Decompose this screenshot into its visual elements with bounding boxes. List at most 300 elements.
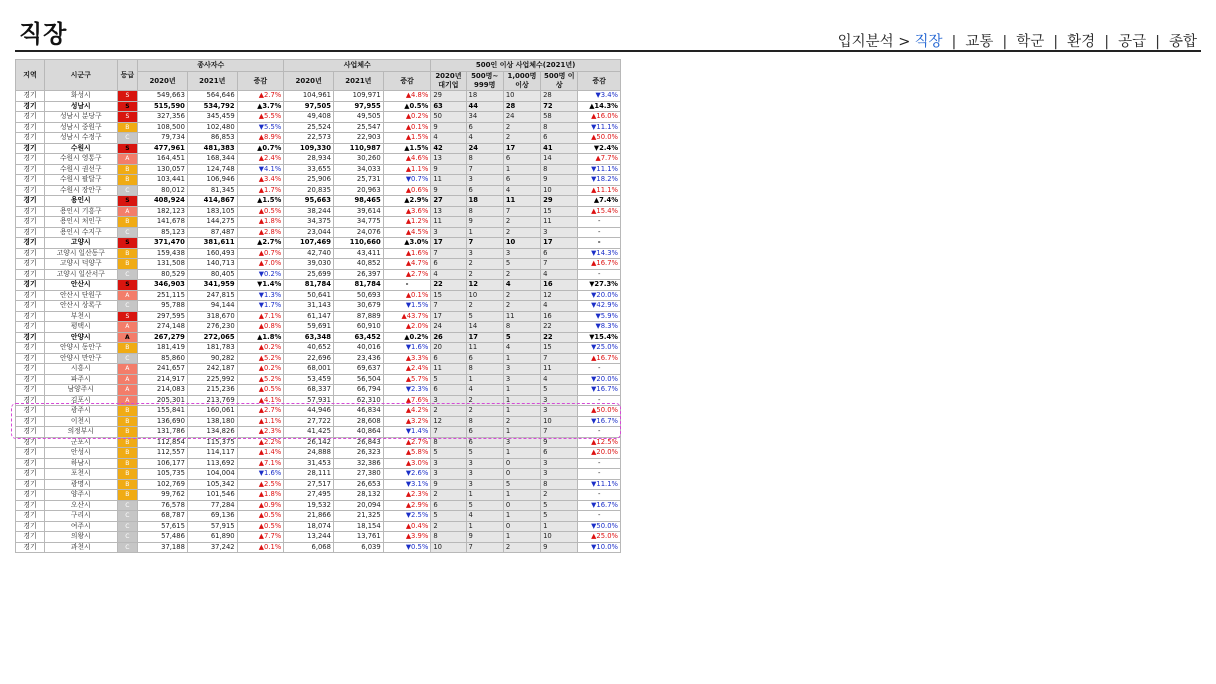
cell-large-500-999: 8 bbox=[466, 416, 503, 427]
cell-region: 경기 bbox=[16, 112, 45, 123]
cell-biz-2020: 41,425 bbox=[284, 427, 334, 438]
cell-biz-2021: 22,903 bbox=[333, 133, 383, 144]
cell-biz-2021: 40,864 bbox=[333, 427, 383, 438]
cell-region: 경기 bbox=[16, 374, 45, 385]
cell-grade: C bbox=[117, 133, 138, 144]
cell-emp-2021: 242,187 bbox=[187, 364, 237, 375]
cell-emp-change: ▲7.7% bbox=[237, 532, 284, 543]
cell-region: 경기 bbox=[16, 248, 45, 259]
cell-emp-change: ▲7.1% bbox=[237, 311, 284, 322]
cell-biz-change: ▼2.6% bbox=[383, 469, 431, 480]
cell-large-2020: 2 bbox=[431, 406, 466, 417]
nav-item[interactable]: 환경 bbox=[1067, 34, 1096, 50]
cell-large-500-999: 1 bbox=[466, 227, 503, 238]
cell-large-2020: 50 bbox=[431, 112, 466, 123]
cell-emp-2020: 76,578 bbox=[138, 500, 188, 511]
cell-biz-2021: 26,843 bbox=[333, 437, 383, 448]
cell-biz-change: ▲1.5% bbox=[383, 143, 431, 154]
cell-large-500-999: 1 bbox=[466, 374, 503, 385]
cell-large-2020: 5 bbox=[431, 374, 466, 385]
cell-city: 성남시 분당구 bbox=[45, 112, 118, 123]
cell-city: 이천시 bbox=[45, 416, 118, 427]
cell-biz-2021: 13,761 bbox=[333, 532, 383, 543]
cell-region: 경기 bbox=[16, 458, 45, 469]
cell-emp-2020: 79,734 bbox=[138, 133, 188, 144]
cell-large-500-999: 14 bbox=[466, 322, 503, 333]
cell-biz-2021: 25,547 bbox=[333, 122, 383, 133]
cell-large-500: 29 bbox=[541, 196, 578, 207]
table-row bbox=[16, 259, 621, 270]
cell-emp-2021: 104,004 bbox=[187, 469, 237, 480]
cell-city: 과천시 bbox=[45, 542, 118, 553]
table-row bbox=[16, 416, 621, 427]
cell-large-500: 15 bbox=[541, 206, 578, 217]
cell-emp-2020: 346,903 bbox=[138, 280, 188, 291]
title-divider bbox=[15, 50, 1201, 52]
cell-large-1000: 0 bbox=[503, 469, 540, 480]
cell-region: 경기 bbox=[16, 427, 45, 438]
cell-biz-change: ▲4.8% bbox=[383, 91, 431, 102]
cell-biz-2021: 43,411 bbox=[333, 248, 383, 259]
cell-biz-2021: 20,963 bbox=[333, 185, 383, 196]
cell-large-2020: 3 bbox=[431, 395, 466, 406]
cell-grade: A bbox=[117, 206, 138, 217]
cell-large-1000: 3 bbox=[503, 374, 540, 385]
cell-large-500: 8 bbox=[541, 122, 578, 133]
table-row bbox=[16, 521, 621, 532]
header-employees: 종사자수 bbox=[138, 60, 284, 72]
cell-emp-2020: 159,438 bbox=[138, 248, 188, 259]
cell-emp-change: ▲0.8% bbox=[237, 322, 284, 333]
table-row bbox=[16, 511, 621, 522]
cell-emp-change: ▲1.8% bbox=[237, 217, 284, 228]
cell-grade: A bbox=[117, 385, 138, 396]
cell-large-500: 8 bbox=[541, 479, 578, 490]
cell-large-2020: 6 bbox=[431, 353, 466, 364]
header-city: 시군구 bbox=[45, 60, 118, 91]
cell-biz-change: ▲43.7% bbox=[383, 311, 431, 322]
cell-emp-2021: 140,713 bbox=[187, 259, 237, 270]
cell-large-1000: 11 bbox=[503, 311, 540, 322]
cell-large-change: ▼18.2% bbox=[578, 175, 621, 186]
cell-emp-change: ▲4.1% bbox=[237, 395, 284, 406]
cell-large-500-999: 4 bbox=[466, 385, 503, 396]
cell-large-500: 22 bbox=[541, 322, 578, 333]
nav-separator: | bbox=[1155, 34, 1160, 50]
cell-biz-2021: 18,154 bbox=[333, 521, 383, 532]
cell-large-500-999: 6 bbox=[466, 353, 503, 364]
table-row bbox=[16, 164, 621, 175]
cell-large-1000: 1 bbox=[503, 395, 540, 406]
cell-emp-2021: 215,236 bbox=[187, 385, 237, 396]
cell-grade: B bbox=[117, 406, 138, 417]
cell-large-2020: 42 bbox=[431, 143, 466, 154]
cell-city: 안산시 상록구 bbox=[45, 301, 118, 312]
cell-large-500-999: 2 bbox=[466, 395, 503, 406]
cell-large-2020: 12 bbox=[431, 416, 466, 427]
cell-large-2020: 6 bbox=[431, 259, 466, 270]
cell-grade: B bbox=[117, 343, 138, 354]
cell-biz-2020: 39,030 bbox=[284, 259, 334, 270]
cell-large-500-999: 18 bbox=[466, 91, 503, 102]
cell-large-change: ▼20.0% bbox=[578, 290, 621, 301]
cell-emp-2021: 94,144 bbox=[187, 301, 237, 312]
cell-biz-2020: 22,696 bbox=[284, 353, 334, 364]
cell-grade: S bbox=[117, 238, 138, 249]
cell-emp-2021: 90,282 bbox=[187, 353, 237, 364]
cell-grade: A bbox=[117, 322, 138, 333]
cell-region: 경기 bbox=[16, 269, 45, 280]
table-row bbox=[16, 353, 621, 364]
cell-large-1000: 10 bbox=[503, 238, 540, 249]
cell-large-500-999: 3 bbox=[466, 469, 503, 480]
cell-region: 경기 bbox=[16, 448, 45, 459]
table-row bbox=[16, 143, 621, 154]
cell-biz-2021: 26,397 bbox=[333, 269, 383, 280]
cell-grade: B bbox=[117, 259, 138, 270]
cell-large-500: 1 bbox=[541, 521, 578, 532]
cell-biz-2021: 46,834 bbox=[333, 406, 383, 417]
cell-large-2020: 2 bbox=[431, 521, 466, 532]
cell-large-1000: 2 bbox=[503, 217, 540, 228]
cell-emp-2021: 105,342 bbox=[187, 479, 237, 490]
cell-large-change: ▼2.4% bbox=[578, 143, 621, 154]
cell-region: 경기 bbox=[16, 238, 45, 249]
cell-city: 안양시 bbox=[45, 332, 118, 343]
cell-grade: A bbox=[117, 395, 138, 406]
cell-biz-2020: 18,074 bbox=[284, 521, 334, 532]
cell-large-1000: 2 bbox=[503, 133, 540, 144]
cell-large-500: 3 bbox=[541, 227, 578, 238]
cell-biz-2021: 30,679 bbox=[333, 301, 383, 312]
cell-biz-2021: 109,971 bbox=[333, 91, 383, 102]
cell-large-500: 3 bbox=[541, 406, 578, 417]
cell-city: 안양시 만안구 bbox=[45, 353, 118, 364]
header-large-500-999: 500명~ 999명 bbox=[466, 72, 503, 91]
cell-grade: C bbox=[117, 185, 138, 196]
cell-large-change: ▼42.9% bbox=[578, 301, 621, 312]
cell-biz-2020: 107,469 bbox=[284, 238, 334, 249]
cell-biz-change: ▲3.0% bbox=[383, 458, 431, 469]
cell-large-500: 15 bbox=[541, 343, 578, 354]
cell-region: 경기 bbox=[16, 385, 45, 396]
cell-biz-2020: 25,906 bbox=[284, 175, 334, 186]
cell-biz-2021: 32,386 bbox=[333, 458, 383, 469]
cell-emp-change: ▲0.7% bbox=[237, 248, 284, 259]
cell-large-1000: 1 bbox=[503, 427, 540, 438]
cell-biz-2020: 24,888 bbox=[284, 448, 334, 459]
cell-large-2020: 26 bbox=[431, 332, 466, 343]
cell-biz-2020: 25,524 bbox=[284, 122, 334, 133]
cell-large-1000: 8 bbox=[503, 322, 540, 333]
cell-biz-2020: 22,573 bbox=[284, 133, 334, 144]
cell-large-500-999: 3 bbox=[466, 458, 503, 469]
cell-large-2020: 63 bbox=[431, 101, 466, 112]
cell-large-2020: 9 bbox=[431, 164, 466, 175]
cell-large-2020: 17 bbox=[431, 238, 466, 249]
cell-city: 수원시 장안구 bbox=[45, 185, 118, 196]
cell-large-500: 12 bbox=[541, 290, 578, 301]
cell-city: 용인시 bbox=[45, 196, 118, 207]
nav-item[interactable]: 종합 bbox=[1168, 34, 1197, 50]
cell-large-change: - bbox=[578, 227, 621, 238]
cell-biz-2021: 110,987 bbox=[333, 143, 383, 154]
cell-emp-2020: 205,301 bbox=[138, 395, 188, 406]
cell-large-500-999: 8 bbox=[466, 206, 503, 217]
cell-emp-2021: 247,815 bbox=[187, 290, 237, 301]
cell-emp-2020: 105,735 bbox=[138, 469, 188, 480]
cell-grade: A bbox=[117, 154, 138, 165]
cell-emp-2021: 144,275 bbox=[187, 217, 237, 228]
cell-biz-2020: 27,517 bbox=[284, 479, 334, 490]
cell-large-change: - bbox=[578, 458, 621, 469]
cell-large-change: ▲7.4% bbox=[578, 196, 621, 207]
workplace-table bbox=[15, 59, 621, 553]
cell-emp-change: ▲2.3% bbox=[237, 427, 284, 438]
cell-emp-change: ▲7.0% bbox=[237, 259, 284, 270]
header-large-change: 증감 bbox=[578, 72, 621, 91]
cell-grade: B bbox=[117, 490, 138, 501]
cell-emp-change: ▲7.1% bbox=[237, 458, 284, 469]
cell-emp-change: ▲2.4% bbox=[237, 154, 284, 165]
cell-biz-change: ▲4.2% bbox=[383, 406, 431, 417]
cell-biz-2020: 81,784 bbox=[284, 280, 334, 291]
cell-large-500-999: 12 bbox=[466, 280, 503, 291]
table-row bbox=[16, 458, 621, 469]
cell-city: 고양시 덕양구 bbox=[45, 259, 118, 270]
cell-biz-2021: 23,436 bbox=[333, 353, 383, 364]
cell-emp-change: ▲0.7% bbox=[237, 143, 284, 154]
cell-emp-2020: 251,115 bbox=[138, 290, 188, 301]
cell-emp-change: ▲1.8% bbox=[237, 332, 284, 343]
cell-emp-change: ▼1.3% bbox=[237, 290, 284, 301]
cell-city: 안성시 bbox=[45, 448, 118, 459]
table-row bbox=[16, 227, 621, 238]
nav-item: 입지분석 > bbox=[837, 34, 911, 50]
cell-large-change: ▼16.7% bbox=[578, 500, 621, 511]
table-row bbox=[16, 238, 621, 249]
cell-large-2020: 9 bbox=[431, 479, 466, 490]
cell-city: 수원시 팔달구 bbox=[45, 175, 118, 186]
cell-large-500-999: 7 bbox=[466, 164, 503, 175]
cell-region: 경기 bbox=[16, 154, 45, 165]
cell-emp-2020: 274,148 bbox=[138, 322, 188, 333]
cell-grade: B bbox=[117, 175, 138, 186]
cell-biz-change: ▲5.7% bbox=[383, 374, 431, 385]
table-row bbox=[16, 322, 621, 333]
cell-large-2020: 5 bbox=[431, 511, 466, 522]
cell-biz-2021: 110,660 bbox=[333, 238, 383, 249]
cell-emp-2020: 214,917 bbox=[138, 374, 188, 385]
nav-item[interactable]: 직장 bbox=[914, 34, 943, 50]
cell-biz-change: ▲3.3% bbox=[383, 353, 431, 364]
cell-region: 경기 bbox=[16, 280, 45, 291]
cell-emp-2021: 414,867 bbox=[187, 196, 237, 207]
cell-large-2020: 3 bbox=[431, 469, 466, 480]
cell-large-change: ▼20.0% bbox=[578, 374, 621, 385]
header-biz-2020: 2020년 bbox=[284, 72, 334, 91]
cell-large-500: 3 bbox=[541, 395, 578, 406]
cell-city: 광명시 bbox=[45, 479, 118, 490]
cell-large-1000: 6 bbox=[503, 154, 540, 165]
table-row bbox=[16, 479, 621, 490]
cell-emp-2020: 80,529 bbox=[138, 269, 188, 280]
cell-large-500-999: 2 bbox=[466, 406, 503, 417]
cell-large-500: 6 bbox=[541, 448, 578, 459]
cell-large-2020: 3 bbox=[431, 227, 466, 238]
cell-large-500-999: 3 bbox=[466, 479, 503, 490]
table-row bbox=[16, 248, 621, 259]
cell-large-500: 9 bbox=[541, 542, 578, 553]
cell-biz-change: ▲1.1% bbox=[383, 164, 431, 175]
cell-emp-2021: 181,783 bbox=[187, 343, 237, 354]
cell-biz-2021: 39,614 bbox=[333, 206, 383, 217]
cell-large-500: 41 bbox=[541, 143, 578, 154]
cell-grade: C bbox=[117, 532, 138, 543]
nav-item[interactable]: 교통 bbox=[965, 34, 994, 50]
cell-biz-change: ▲3.2% bbox=[383, 416, 431, 427]
cell-region: 경기 bbox=[16, 469, 45, 480]
nav-item[interactable]: 학군 bbox=[1016, 34, 1045, 50]
cell-large-1000: 5 bbox=[503, 479, 540, 490]
cell-emp-change: ▲3.7% bbox=[237, 101, 284, 112]
cell-biz-2020: 26,142 bbox=[284, 437, 334, 448]
cell-grade: B bbox=[117, 248, 138, 259]
cell-large-500-999: 5 bbox=[466, 311, 503, 322]
cell-emp-change: ▼1.7% bbox=[237, 301, 284, 312]
cell-biz-2021: 63,452 bbox=[333, 332, 383, 343]
cell-grade: S bbox=[117, 196, 138, 207]
cell-emp-2021: 134,826 bbox=[187, 427, 237, 438]
cell-region: 경기 bbox=[16, 500, 45, 511]
cell-large-change: ▼14.3% bbox=[578, 248, 621, 259]
cell-large-change: ▲16.0% bbox=[578, 112, 621, 123]
cell-city: 구리시 bbox=[45, 511, 118, 522]
cell-emp-2021: 168,344 bbox=[187, 154, 237, 165]
cell-region: 경기 bbox=[16, 406, 45, 417]
cell-biz-2020: 34,375 bbox=[284, 217, 334, 228]
cell-biz-2021: 6,039 bbox=[333, 542, 383, 553]
cell-emp-change: ▲2.7% bbox=[237, 406, 284, 417]
cell-biz-change: ▲0.6% bbox=[383, 185, 431, 196]
cell-large-change: ▼25.0% bbox=[578, 343, 621, 354]
cell-emp-2020: 136,690 bbox=[138, 416, 188, 427]
cell-emp-2021: 87,487 bbox=[187, 227, 237, 238]
cell-large-2020: 9 bbox=[431, 122, 466, 133]
cell-city: 군포시 bbox=[45, 437, 118, 448]
nav-separator: | bbox=[1104, 34, 1110, 50]
cell-biz-change: - bbox=[383, 280, 431, 291]
cell-large-2020: 8 bbox=[431, 532, 466, 543]
cell-emp-2021: 534,792 bbox=[187, 101, 237, 112]
cell-biz-2020: 61,147 bbox=[284, 311, 334, 322]
cell-emp-change: ▲5.5% bbox=[237, 112, 284, 123]
cell-emp-2020: 103,441 bbox=[138, 175, 188, 186]
cell-large-2020: 29 bbox=[431, 91, 466, 102]
table-row bbox=[16, 122, 621, 133]
cell-emp-change: ▲1.8% bbox=[237, 490, 284, 501]
cell-large-1000: 1 bbox=[503, 164, 540, 175]
cell-large-2020: 6 bbox=[431, 500, 466, 511]
cell-large-500: 4 bbox=[541, 301, 578, 312]
cell-large-2020: 6 bbox=[431, 385, 466, 396]
cell-large-500: 11 bbox=[541, 217, 578, 228]
cell-large-1000: 5 bbox=[503, 259, 540, 270]
cell-biz-2021: 26,323 bbox=[333, 448, 383, 459]
cell-large-1000: 3 bbox=[503, 437, 540, 448]
cell-biz-2020: 28,934 bbox=[284, 154, 334, 165]
header-grade: 등급 bbox=[117, 60, 138, 91]
cell-biz-2020: 19,532 bbox=[284, 500, 334, 511]
cell-large-500: 9 bbox=[541, 175, 578, 186]
cell-large-change: ▼15.4% bbox=[578, 332, 621, 343]
cell-large-2020: 5 bbox=[431, 448, 466, 459]
cell-large-500-999: 2 bbox=[466, 301, 503, 312]
cell-emp-2020: 102,769 bbox=[138, 479, 188, 490]
cell-large-1000: 11 bbox=[503, 196, 540, 207]
cell-biz-2021: 87,889 bbox=[333, 311, 383, 322]
cell-emp-2021: 77,284 bbox=[187, 500, 237, 511]
cell-region: 경기 bbox=[16, 217, 45, 228]
cell-large-500-999: 8 bbox=[466, 364, 503, 375]
cell-large-500: 4 bbox=[541, 374, 578, 385]
cell-biz-change: ▼1.4% bbox=[383, 427, 431, 438]
cell-emp-change: ▲1.7% bbox=[237, 185, 284, 196]
cell-emp-2020: 112,557 bbox=[138, 448, 188, 459]
cell-large-500-999: 9 bbox=[466, 532, 503, 543]
header-biz-change: 증감 bbox=[383, 72, 431, 91]
cell-large-change: - bbox=[578, 427, 621, 438]
cell-emp-change: ▲0.5% bbox=[237, 511, 284, 522]
cell-large-1000: 0 bbox=[503, 500, 540, 511]
cell-large-500-999: 34 bbox=[466, 112, 503, 123]
cell-emp-2021: 341,959 bbox=[187, 280, 237, 291]
cell-region: 경기 bbox=[16, 542, 45, 553]
cell-region: 경기 bbox=[16, 532, 45, 543]
page-title: 직장 bbox=[19, 20, 68, 48]
nav-separator: | bbox=[1002, 34, 1008, 50]
cell-emp-change: ▲0.2% bbox=[237, 343, 284, 354]
cell-biz-2021: 69,637 bbox=[333, 364, 383, 375]
cell-large-500: 10 bbox=[541, 416, 578, 427]
cell-biz-2021: 40,016 bbox=[333, 343, 383, 354]
cell-large-500-999: 6 bbox=[466, 185, 503, 196]
table-row bbox=[16, 196, 621, 207]
table-row bbox=[16, 311, 621, 322]
cell-large-500-999: 44 bbox=[466, 101, 503, 112]
cell-emp-2020: 141,678 bbox=[138, 217, 188, 228]
cell-biz-change: ▲3.0% bbox=[383, 238, 431, 249]
nav-item[interactable]: 공급 bbox=[1118, 34, 1147, 50]
cell-biz-2020: 68,337 bbox=[284, 385, 334, 396]
cell-biz-change: ▲1.6% bbox=[383, 248, 431, 259]
table-row bbox=[16, 500, 621, 511]
cell-large-500-999: 6 bbox=[466, 437, 503, 448]
cell-large-500-999: 5 bbox=[466, 500, 503, 511]
cell-grade: A bbox=[117, 290, 138, 301]
cell-large-500: 14 bbox=[541, 154, 578, 165]
cell-city: 안산시 bbox=[45, 280, 118, 291]
cell-large-500-999: 3 bbox=[466, 175, 503, 186]
cell-biz-change: ▲1.2% bbox=[383, 217, 431, 228]
cell-large-1000: 24 bbox=[503, 112, 540, 123]
cell-large-500-999: 5 bbox=[466, 448, 503, 459]
cell-large-change: ▼8.3% bbox=[578, 322, 621, 333]
cell-large-1000: 1 bbox=[503, 448, 540, 459]
cell-large-1000: 4 bbox=[503, 343, 540, 354]
header-large-1000: 1,000명 이상 bbox=[503, 72, 540, 91]
cell-large-500: 5 bbox=[541, 385, 578, 396]
